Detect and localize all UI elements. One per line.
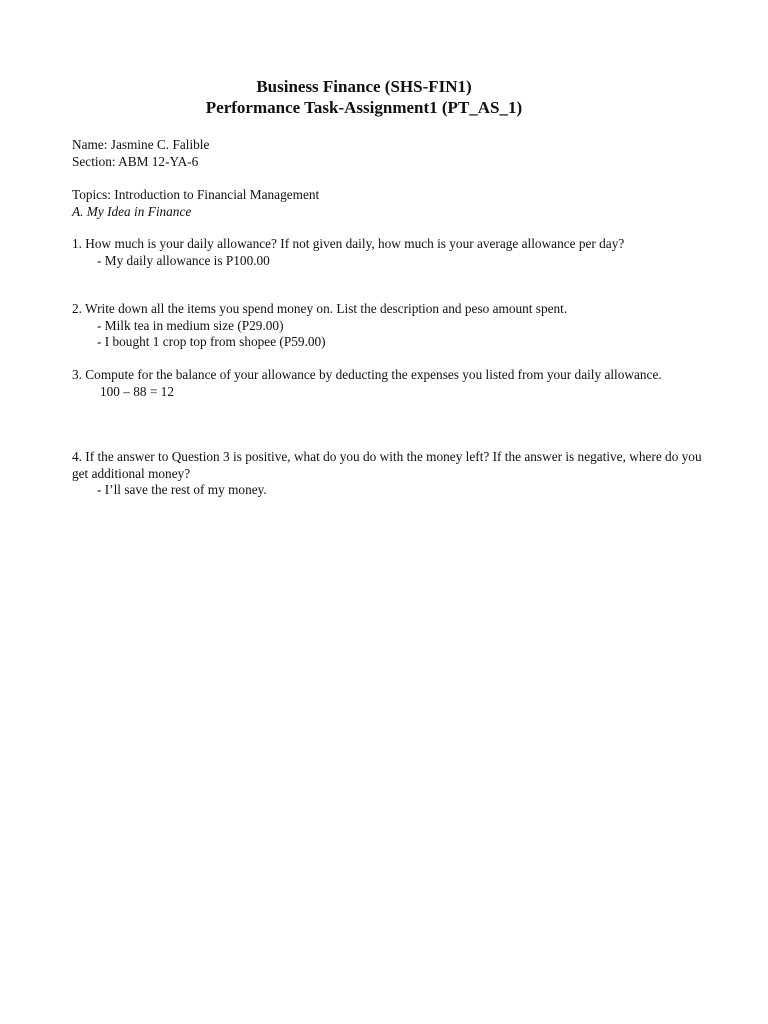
document-title [0, 76, 728, 118]
question-2-answer-1: - Milk tea in medium size (P29.00) [97, 317, 284, 333]
student-name: Name: Jasmine C. Falible [72, 137, 210, 152]
question-4-answer: - I’ll save the rest of my money. [97, 482, 267, 497]
question-1-block [72, 236, 712, 269]
course-title: Business Finance (SHS-FIN1) [256, 77, 472, 96]
question-3-answer: 100 – 88 = 12 [100, 383, 174, 399]
student-section: Section: ABM 12-YA-6 [72, 153, 199, 169]
question-1-text: 1. How much is your daily allowance? If not given daily, how much is your average allowance per day? [72, 236, 625, 251]
subtopic-line: A. My Idea in Finance [72, 203, 192, 219]
student-info [72, 137, 712, 170]
topics-block [72, 187, 712, 220]
topics-line: Topics: Introduction to Financial Management [72, 187, 320, 202]
question-3-block [72, 367, 712, 400]
question-1-answer: - My daily allowance is P100.00 [97, 252, 270, 268]
question-2-block [72, 301, 712, 351]
assignment-title: Performance Task-Assignment1 (PT_AS_1) [205, 98, 523, 117]
question-4-block [72, 449, 712, 499]
question-2-answer-2: - I bought 1 crop top from shopee (P59.00) [97, 334, 326, 349]
question-2-text: 2. Write down all the items you spend money on. List the description and peso amount spent. [72, 301, 568, 316]
question-3-text: 3. Compute for the balance of your allowance by deducting the expenses you listed from your daily allowance. [72, 367, 662, 382]
question-4-text: 4. If the answer to Question 3 is positive, what do you do with the money left? If the answer is negative, where do you get additional money? [72, 449, 702, 481]
